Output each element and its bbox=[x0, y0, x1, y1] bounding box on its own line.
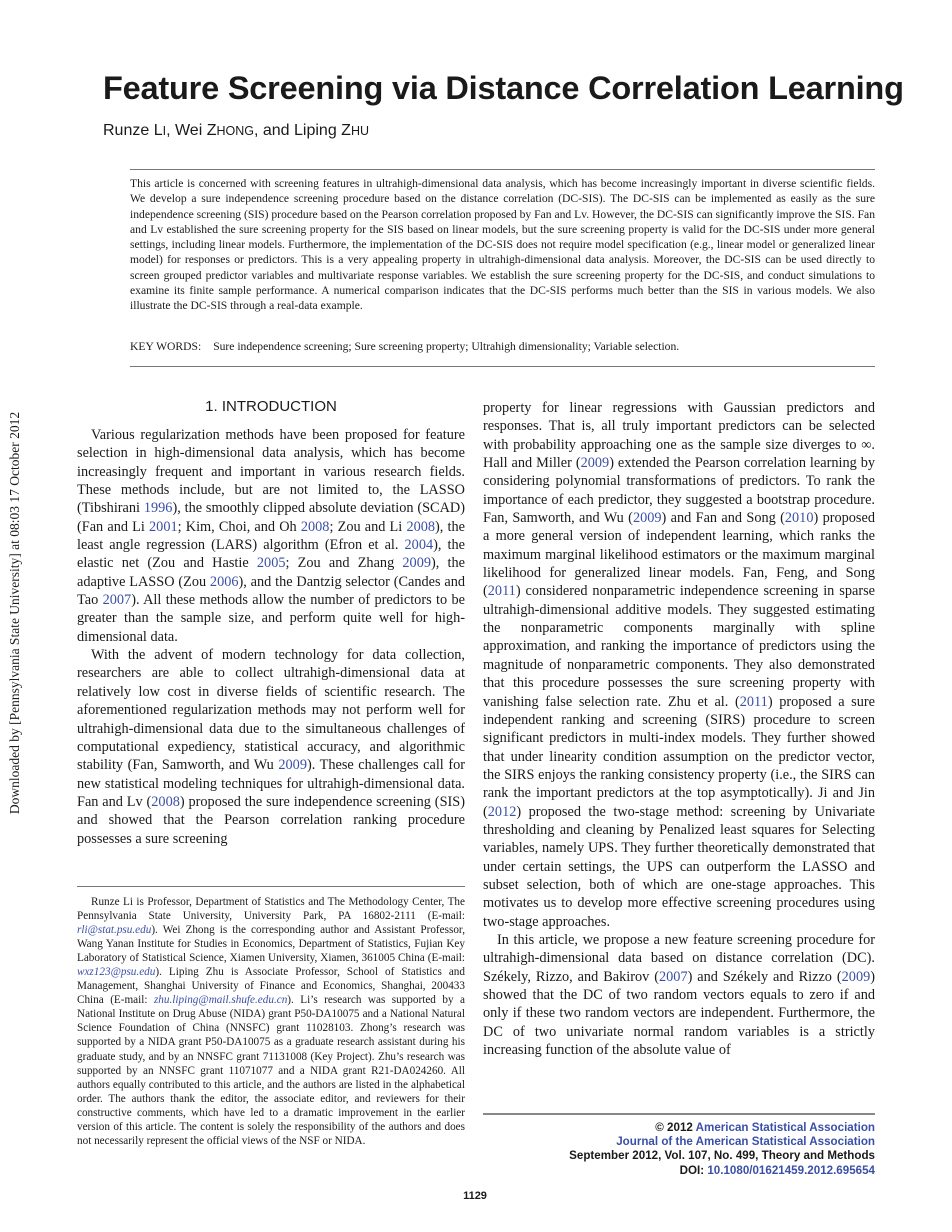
paragraph bbox=[483, 399, 875, 931]
citation-link[interactable]: 1996 bbox=[143, 500, 173, 517]
text-run: ). All these methods allow the number of predictors to be greater than the sample size, and perform quite well for high-dimensional data. bbox=[77, 592, 465, 645]
keywords-label: KEY WORDS: bbox=[130, 340, 202, 353]
text-run: ), and the Dantzig selector (Candes and Tao bbox=[77, 573, 465, 609]
text-run: ), the adaptive LASSO (Zou bbox=[77, 555, 465, 590]
text-run: Runze Li is Professor, Department of Statistics and The Methodology Center, The Pennsylvania State University, University Park, PA 16802-2111 (E-mail: bbox=[77, 896, 465, 923]
text-run: ) proposed the two-stage method: screening by Univariate thresholding and cleaning by Penalized least squares for Selecting variables, namely UPS. They further theoretically demonstrated that under certain settings, the UPS can outperform the LASSO and subset selection, both of which are one-stage approaches. This motivates us to develop more effective screening procedures using two-stage approaches. bbox=[483, 803, 875, 930]
citation-link[interactable]: 2012 bbox=[487, 803, 517, 820]
paragraph bbox=[483, 931, 875, 1059]
citation-link[interactable]: 2005 bbox=[256, 555, 286, 572]
citation-link[interactable]: 2008 bbox=[300, 518, 330, 535]
publication-info: © 2012 American Statistical Association Journal of the American Statistical Association September 2012, Vol. 107, No. 499, Theory and Methods DOI: 10.1080/01621459.2012.695654 bbox=[483, 1121, 875, 1178]
citation-link[interactable]: 2008 bbox=[406, 518, 436, 535]
text-run: ). Li’s research was supported by a National Institute on Drug Abuse (NIDA) grant P50-DA10075 and a National Natural Science Foundation of China (NNSFC) grant 11028103. Zhong’s research was supported by a NIDA grant P50-DA10075 as a graduate research assistant during his graduate study, and by an NNSFC grant 71131008 (Key Project). Zhu’s research was supported by an NNSFC grant 11071077 and a NIDA grant R21-DA024260. All authors equally contributed to this article, and the authors are listed in the alphabetical order. The authors thank the editor, the associate editor, and reviewers for their constructive comments, which have led to a dramatic improvement in the earlier version of this article. The content is solely the responsibility of the authors and does not necessarily represent the official views of the NSF or NIDA. bbox=[77, 994, 465, 1147]
left-column bbox=[77, 426, 465, 848]
email-link[interactable]: wxz123@psu.edu bbox=[77, 966, 156, 979]
citation-link[interactable]: 2008 bbox=[151, 793, 180, 810]
citation-link[interactable]: 2010 bbox=[784, 510, 814, 527]
issue-info: September 2012, Vol. 107, No. 499, Theory and Methods bbox=[569, 1149, 875, 1163]
citation-link[interactable]: 2011 bbox=[487, 583, 516, 600]
text-run: ). Liping Zhu is Associate Professor, School of Statistics and Management, Shanghai University of Finance and Economics, Shanghai, 200433 China (E-mail: bbox=[77, 966, 465, 1007]
citation-link[interactable]: 2009 bbox=[841, 968, 871, 985]
text-run: ) proposed a more general version of independent learning, which ranks the maximum marginal likelihood estimators or the maximum marginal likelihood for generalized linear models. Fan, Feng, and Song ( bbox=[483, 510, 875, 600]
text-run: ; Zou and Zhang bbox=[285, 555, 403, 572]
email-link[interactable]: zhu.liping@mail.shufe.edu.cn bbox=[153, 994, 288, 1007]
abstract: This article is concerned with screening features in ultrahigh-dimensional data analysis, which has become increasingly important in diverse scientific fields. We develop a sure independence screening procedure based on the distance correlation (DC-SIS). The DC-SIS can be implemented as easily as the sure independence screening (SIS) procedure based on the Pearson correlation proposed by Fan and Lv. However, the DC-SIS can significantly improve the SIS. Fan and Lv established the sure screening property for the SIS based on linear models, but the sure screening property is valid for the DC-SIS under more general settings, including linear models. Furthermore, the implementation of the DC-SIS does not require model specification (e.g., linear model or generalized linear model) for responses or predictors. This is a very appealing property in ultrahigh-dimensional data analysis. Moreover, the DC-SIS can be used directly to screen grouped predictor variables and multivariate response variables. We establish the sure screening property for the DC-SIS, and conduct simulations to examine its finite sample performance. A numerical comparison indicates that the DC-SIS performs much better than the SIS in various models. We also illustrate the DC-SIS through a real-data example. bbox=[130, 177, 875, 313]
download-watermark: Downloaded by [Pennsylvania State University] at 08:03 17 October 2012 bbox=[7, 411, 22, 815]
citation-link[interactable]: 2006 bbox=[209, 573, 239, 590]
text-run: ) and Székely and Rizzo ( bbox=[687, 968, 842, 985]
text-run: ) extended the Pearson correlation learning by considering polynomial transformations of predictors. To rank the importance of each predictor, they suggested a bootstrap procedure. Fan, Samworth, and Wu ( bbox=[483, 455, 875, 527]
abstract-top-rule bbox=[130, 169, 875, 170]
citation-link[interactable]: 2009 bbox=[580, 455, 610, 472]
doi-link[interactable]: 10.1080/01621459.2012.695654 bbox=[707, 1163, 875, 1177]
right-column bbox=[483, 399, 875, 1059]
author-footnote bbox=[77, 895, 465, 1148]
citation-link[interactable]: 2009 bbox=[402, 555, 431, 572]
text-run: ), the elastic net (Zou and Hastie bbox=[77, 537, 465, 572]
footnote-rule bbox=[77, 886, 465, 887]
text-run: ) proposed the sure independence screening (SIS) and showed that the Pearson correlation ranking procedure possesses a sure screening bbox=[77, 793, 465, 847]
keywords bbox=[130, 340, 679, 353]
text-run: ) considered nonparametric independence screening in sparse ultrahigh-dimensional additive models. They suggested estimating the nonparametric components marginally with spline approximation, and ranking the importance of predictors using the magnitude of nonparametric components. They also demonstrated that this procedure possesses the sure screening property with vanishing false selection rate. Zhu et al. ( bbox=[483, 583, 875, 710]
paragraph bbox=[77, 426, 465, 646]
author: Wei ZHONG bbox=[174, 122, 254, 139]
text-run: property for linear regressions with Gaussian predictors and responses. That is, all truly important predictors can be selected with probability approaching one as the sample size diverges to ∞. Hall and Miller ( bbox=[483, 400, 875, 472]
text-run: ; Kim, Choi, and Oh bbox=[177, 518, 301, 535]
paragraph bbox=[77, 646, 465, 848]
text-run: ) and Fan and Song ( bbox=[661, 510, 785, 527]
citation-link[interactable]: 2001 bbox=[149, 518, 178, 535]
author: Runze LI bbox=[103, 122, 167, 139]
keywords-text: Sure independence screening; Sure screening property; Ultrahigh dimensionality; Variable selection. bbox=[213, 340, 680, 353]
text-run: ), the least angle regression (LARS) algorithm (Efron et al. bbox=[77, 518, 465, 554]
publication-rule bbox=[483, 1113, 875, 1115]
paper-title: Feature Screening via Distance Correlation Learning bbox=[103, 70, 904, 106]
citation-link[interactable]: 2007 bbox=[102, 592, 132, 609]
citation-link[interactable]: 2011 bbox=[739, 693, 768, 710]
citation-link[interactable]: 2009 bbox=[632, 510, 662, 527]
email-link[interactable]: rli@stat.psu.edu bbox=[77, 924, 152, 937]
text-run: ). These challenges call for new statistical modeling techniques for ultrahigh-dimensional data. Fan and Lv ( bbox=[77, 757, 465, 810]
text-run: ). Wei Zhong is the corresponding author and Assistant Professor, Wang Yanan Institute for Studies in Economics, Department of Statistics, Fujian Key Laboratory of Statistical Science, Xiamen University, Xiamen, 361005 China (E-mail: bbox=[77, 924, 465, 965]
page-number: 1129 bbox=[463, 1190, 487, 1202]
text-run: ), the smoothly clipped absolute deviation (SCAD) (Fan and Li bbox=[77, 500, 465, 535]
text-run: ; Zou and Li bbox=[329, 518, 407, 535]
section-heading: 1. INTRODUCTION bbox=[205, 398, 337, 415]
citation-link[interactable]: 2007 bbox=[659, 968, 688, 985]
citation-link[interactable]: 2009 bbox=[278, 757, 307, 774]
publisher-link[interactable]: American Statistical Association bbox=[695, 1121, 875, 1134]
author: Liping ZHU bbox=[294, 122, 370, 139]
text-run: With the advent of modern technology for data collection, researchers are able to collect ultrahigh-dimensional data at relatively low cost in diverse fields of scientific research. The aforementioned regularization methods may not perform well for ultrahigh-dimensional data due to the simultaneous challenges of computational expediency, statistical accuracy, and algorithmic stability (Fan, Samworth, and Wu bbox=[77, 647, 465, 774]
text-run: Various regularization methods have been proposed for feature selection in high-dimensional data analysis, which has become increasingly frequent and important in various research fields. These methods include, but are not limited to, the LASSO (Tibshirani bbox=[77, 427, 465, 517]
abstract-bottom-rule bbox=[130, 366, 875, 367]
text-run: ) showed that the DC of two random vectors equals to zero if and only if these two random vectors are independent. Furthermore, the DC of two univariate normal random variables is a strictly increasing function of the absolute value of bbox=[483, 968, 875, 1059]
author-list: Runze LI, Wei ZHONG, and Liping ZHU bbox=[103, 122, 370, 139]
text-run: ) proposed a sure independent ranking and screening (SIRS) procedure to screen significant predictors in multi-index models. They further showed that under linearity condition assumption on the predictor vector, the SIRS enjoys the ranking consistency property (i.e., the SIRS can rank the important predictors at the top asymptotically). Ji and Jin ( bbox=[483, 693, 876, 820]
journal-link[interactable]: Journal of the American Statistical Association bbox=[616, 1135, 875, 1149]
text-run: In this article, we propose a new feature screening procedure for ultrahigh-dimensional data based on distance correlation (DC). Székely, Rizzo, and Bakirov ( bbox=[483, 931, 875, 985]
citation-link[interactable]: 2004 bbox=[404, 537, 434, 554]
